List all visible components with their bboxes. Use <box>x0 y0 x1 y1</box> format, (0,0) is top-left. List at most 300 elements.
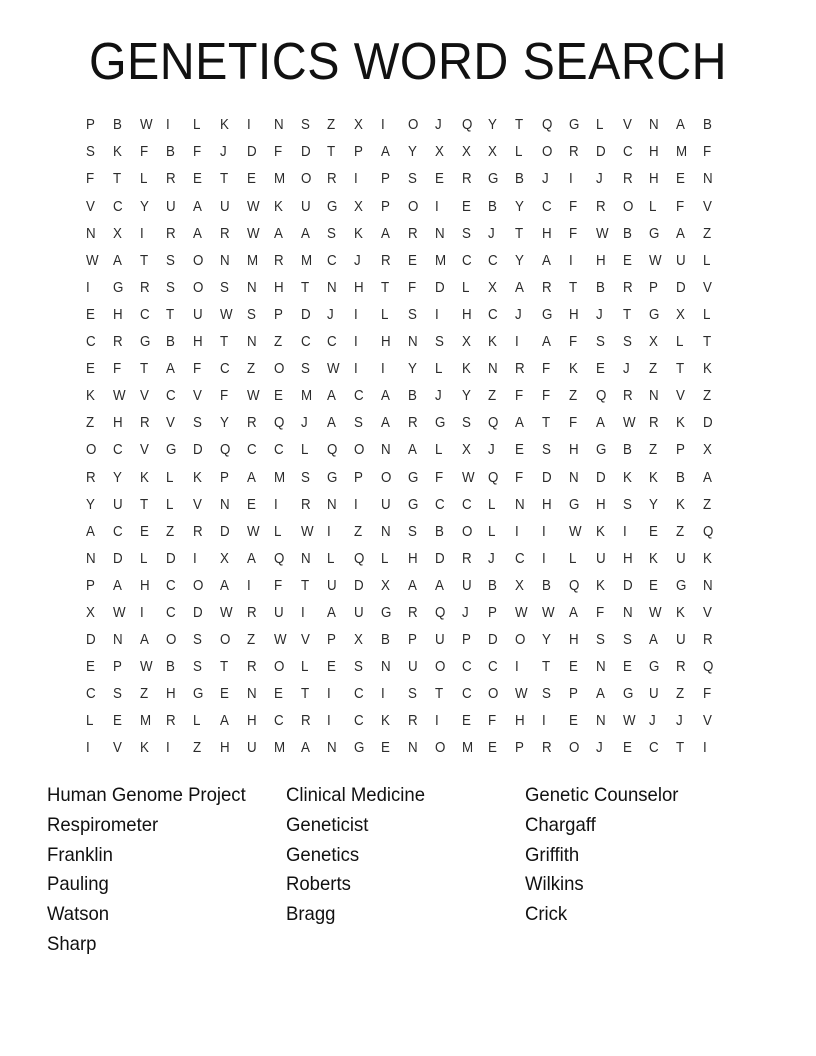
grid-cell[interactable]: V <box>703 604 712 621</box>
grid-cell[interactable]: N <box>703 577 713 594</box>
word-list-item[interactable]: Geneticist <box>286 813 369 836</box>
grid-cell[interactable]: M <box>300 388 312 405</box>
grid-cell[interactable]: H <box>407 550 418 567</box>
grid-cell[interactable]: T <box>300 686 309 703</box>
grid-cell[interactable]: Z <box>703 388 712 405</box>
grid-cell[interactable]: S <box>112 686 122 703</box>
grid-cell[interactable]: K <box>354 225 364 242</box>
grid-cell[interactable]: J <box>488 442 496 459</box>
grid-cell[interactable]: S <box>622 334 632 351</box>
grid-cell[interactable]: I <box>622 523 627 540</box>
grid-cell[interactable]: T <box>676 361 685 378</box>
grid-cell[interactable]: V <box>139 388 149 405</box>
grid-cell[interactable]: H <box>622 550 633 567</box>
grid-cell[interactable]: U <box>327 577 338 594</box>
grid-cell[interactable]: D <box>220 523 230 540</box>
grid-cell[interactable]: T <box>139 361 148 378</box>
grid-cell[interactable]: Q <box>703 659 714 676</box>
grid-cell[interactable]: S <box>407 523 417 540</box>
grid-cell[interactable]: S <box>327 225 337 242</box>
grid-cell[interactable]: Z <box>649 361 658 378</box>
grid-cell[interactable]: S <box>300 117 310 134</box>
grid-cell[interactable]: F <box>193 361 202 378</box>
grid-cell[interactable]: I <box>542 550 546 567</box>
grid-cell[interactable]: M <box>300 252 312 269</box>
grid-cell[interactable]: U <box>676 252 686 269</box>
grid-cell[interactable]: I <box>139 604 144 621</box>
grid-cell[interactable]: S <box>542 442 551 459</box>
grid-cell[interactable]: H <box>595 252 606 269</box>
grid-cell[interactable]: I <box>568 252 573 269</box>
grid-cell[interactable]: J <box>595 740 603 757</box>
grid-cell[interactable]: O <box>622 198 633 215</box>
grid-cell[interactable]: K <box>273 198 283 215</box>
grid-cell[interactable]: D <box>86 632 96 649</box>
grid-cell[interactable]: I <box>193 550 198 567</box>
grid-cell[interactable]: N <box>327 279 338 296</box>
grid-cell[interactable]: W <box>246 198 260 215</box>
grid-cell[interactable]: K <box>220 117 230 134</box>
grid-cell[interactable]: E <box>622 252 632 269</box>
grid-cell[interactable]: G <box>622 686 633 703</box>
grid-cell[interactable]: J <box>461 604 469 621</box>
grid-cell[interactable]: W <box>273 632 287 649</box>
grid-cell[interactable]: V <box>703 279 712 296</box>
grid-cell[interactable]: V <box>139 442 149 459</box>
grid-cell[interactable]: R <box>220 225 230 242</box>
grid-cell[interactable]: S <box>595 334 605 351</box>
grid-cell[interactable]: C <box>86 686 96 703</box>
grid-cell[interactable]: F <box>568 198 578 215</box>
word-list-item[interactable]: Sharp <box>47 932 97 955</box>
word-list-item[interactable]: Franklin <box>47 843 113 866</box>
grid-cell[interactable]: N <box>86 550 96 567</box>
grid-cell[interactable]: E <box>622 740 632 757</box>
grid-cell[interactable]: R <box>622 279 633 296</box>
grid-cell[interactable]: F <box>273 577 282 594</box>
grid-cell[interactable]: C <box>354 388 364 405</box>
grid-cell[interactable]: I <box>166 117 171 134</box>
grid-cell[interactable]: S <box>461 225 471 242</box>
grid-cell[interactable]: S <box>193 632 203 649</box>
grid-cell[interactable]: N <box>246 334 257 351</box>
grid-cell[interactable]: N <box>327 740 338 757</box>
grid-cell[interactable]: R <box>676 659 686 676</box>
grid-cell[interactable]: N <box>568 469 579 486</box>
grid-cell[interactable]: L <box>193 713 201 730</box>
grid-cell[interactable]: H <box>568 306 579 323</box>
grid-cell[interactable]: R <box>407 604 418 621</box>
grid-cell[interactable]: W <box>542 604 555 621</box>
grid-cell[interactable]: A <box>649 632 659 649</box>
grid-cell[interactable]: Q <box>703 523 714 540</box>
grid-cell[interactable]: M <box>273 740 285 757</box>
grid-cell[interactable]: E <box>246 496 256 513</box>
grid-cell[interactable]: N <box>273 117 284 134</box>
grid-cell[interactable]: E <box>434 171 444 188</box>
grid-cell[interactable]: D <box>434 550 445 567</box>
grid-cell[interactable]: J <box>515 306 522 323</box>
grid-cell[interactable]: H <box>542 225 552 242</box>
grid-cell[interactable]: N <box>220 496 230 513</box>
grid-cell[interactable]: Z <box>649 442 658 459</box>
grid-cell[interactable]: B <box>622 442 632 459</box>
grid-cell[interactable]: H <box>273 279 284 296</box>
grid-cell[interactable]: U <box>166 198 177 215</box>
grid-cell[interactable]: L <box>327 550 335 567</box>
grid-cell[interactable]: N <box>327 496 338 513</box>
grid-cell[interactable]: C <box>166 388 177 405</box>
grid-cell[interactable]: F <box>703 686 712 703</box>
grid-cell[interactable]: O <box>461 523 472 540</box>
grid-cell[interactable]: K <box>381 713 391 730</box>
grid-cell[interactable]: I <box>434 306 439 323</box>
grid-cell[interactable]: U <box>354 604 364 621</box>
grid-cell[interactable]: F <box>434 469 443 486</box>
grid-cell[interactable]: D <box>354 577 364 594</box>
grid-cell[interactable]: E <box>676 171 686 188</box>
grid-cell[interactable]: E <box>407 252 417 269</box>
grid-cell[interactable]: B <box>166 659 176 676</box>
grid-cell[interactable]: T <box>220 171 229 188</box>
grid-cell[interactable]: X <box>354 632 364 649</box>
grid-cell[interactable]: J <box>542 171 549 188</box>
grid-cell[interactable]: B <box>542 577 551 594</box>
grid-cell[interactable]: U <box>407 659 418 676</box>
grid-cell[interactable]: G <box>139 334 151 351</box>
grid-cell[interactable]: A <box>542 252 551 269</box>
grid-cell[interactable]: B <box>112 117 122 134</box>
grid-cell[interactable]: U <box>300 198 311 215</box>
grid-cell[interactable]: S <box>220 279 230 296</box>
grid-cell[interactable]: R <box>381 252 391 269</box>
grid-cell[interactable]: S <box>86 144 95 161</box>
grid-cell[interactable]: R <box>86 469 96 486</box>
grid-cell[interactable]: H <box>220 740 230 757</box>
grid-cell[interactable]: B <box>515 171 525 188</box>
grid-cell[interactable]: N <box>381 659 391 676</box>
grid-cell[interactable]: G <box>434 415 446 432</box>
grid-cell[interactable]: O <box>381 469 392 486</box>
grid-cell[interactable]: R <box>461 171 472 188</box>
grid-cell[interactable]: U <box>649 686 660 703</box>
grid-cell[interactable]: K <box>703 361 712 378</box>
grid-cell[interactable]: S <box>300 361 310 378</box>
grid-cell[interactable]: X <box>381 577 391 594</box>
grid-cell[interactable]: P <box>515 740 525 757</box>
grid-cell[interactable]: H <box>246 713 257 730</box>
grid-cell[interactable]: I <box>86 279 90 296</box>
grid-cell[interactable]: J <box>220 144 227 161</box>
grid-cell[interactable]: L <box>703 252 711 269</box>
grid-cell[interactable]: V <box>703 713 712 730</box>
grid-cell[interactable]: W <box>327 361 341 378</box>
grid-cell[interactable]: X <box>86 604 95 621</box>
grid-cell[interactable]: T <box>622 306 631 323</box>
grid-cell[interactable]: L <box>703 306 711 323</box>
grid-cell[interactable]: X <box>461 442 471 459</box>
grid-cell[interactable]: X <box>354 117 364 134</box>
grid-cell[interactable]: G <box>166 442 177 459</box>
grid-cell[interactable]: I <box>166 740 171 757</box>
grid-cell[interactable]: R <box>273 252 284 269</box>
grid-cell[interactable]: R <box>139 279 150 296</box>
grid-cell[interactable]: C <box>515 550 525 567</box>
grid-cell[interactable]: G <box>407 496 419 513</box>
grid-cell[interactable]: F <box>542 388 551 405</box>
grid-cell[interactable]: Z <box>327 117 336 134</box>
grid-cell[interactable]: A <box>595 686 605 703</box>
grid-cell[interactable]: S <box>407 686 417 703</box>
grid-cell[interactable]: Y <box>407 144 417 161</box>
grid-cell[interactable]: T <box>300 279 309 296</box>
grid-cell[interactable]: R <box>461 550 472 567</box>
grid-cell[interactable]: G <box>381 604 392 621</box>
grid-cell[interactable]: P <box>220 469 230 486</box>
grid-cell[interactable]: W <box>139 117 153 134</box>
grid-cell[interactable]: G <box>112 279 124 296</box>
grid-cell[interactable]: O <box>273 361 285 378</box>
grid-cell[interactable]: M <box>461 740 473 757</box>
grid-cell[interactable]: I <box>327 713 332 730</box>
grid-cell[interactable]: Q <box>220 442 231 459</box>
grid-cell[interactable]: A <box>86 523 95 540</box>
grid-cell[interactable]: I <box>542 523 546 540</box>
grid-cell[interactable]: A <box>515 415 525 432</box>
grid-cell[interactable]: D <box>193 604 203 621</box>
grid-cell[interactable]: C <box>354 686 364 703</box>
grid-cell[interactable]: O <box>407 198 419 215</box>
grid-cell[interactable]: C <box>166 577 177 594</box>
grid-cell[interactable]: S <box>354 415 364 432</box>
grid-cell[interactable]: K <box>461 361 471 378</box>
grid-cell[interactable]: U <box>112 496 123 513</box>
grid-cell[interactable]: D <box>193 442 203 459</box>
grid-cell[interactable]: O <box>193 252 204 269</box>
grid-cell[interactable]: F <box>139 144 148 161</box>
grid-cell[interactable]: J <box>300 415 308 432</box>
grid-cell[interactable]: C <box>327 334 338 351</box>
grid-cell[interactable]: D <box>246 144 257 161</box>
grid-cell[interactable]: P <box>461 632 471 649</box>
grid-cell[interactable]: K <box>622 469 632 486</box>
grid-cell[interactable]: P <box>354 144 364 161</box>
grid-cell[interactable]: E <box>139 523 149 540</box>
grid-cell[interactable]: A <box>327 604 337 621</box>
grid-cell[interactable]: U <box>461 577 472 594</box>
grid-cell[interactable]: K <box>139 740 149 757</box>
grid-cell[interactable]: G <box>649 659 660 676</box>
grid-cell[interactable]: E <box>595 361 605 378</box>
grid-cell[interactable]: L <box>649 198 657 215</box>
word-list-item[interactable]: Wilkins <box>525 873 584 896</box>
grid-cell[interactable]: P <box>273 306 283 323</box>
grid-cell[interactable]: I <box>139 225 144 242</box>
grid-cell[interactable]: O <box>407 117 419 134</box>
grid-cell[interactable]: D <box>300 306 311 323</box>
grid-cell[interactable]: C <box>112 198 123 215</box>
grid-cell[interactable]: N <box>381 523 391 540</box>
grid-cell[interactable]: Q <box>273 415 285 432</box>
grid-cell[interactable]: T <box>139 496 148 513</box>
grid-cell[interactable]: R <box>568 144 579 161</box>
grid-cell[interactable]: X <box>461 334 471 351</box>
grid-cell[interactable]: H <box>461 306 472 323</box>
grid-cell[interactable]: V <box>703 198 712 215</box>
grid-cell[interactable]: P <box>381 171 391 188</box>
grid-cell[interactable]: C <box>542 198 552 215</box>
grid-cell[interactable]: O <box>86 442 97 459</box>
grid-cell[interactable]: K <box>488 334 498 351</box>
grid-cell[interactable]: G <box>649 225 660 242</box>
grid-cell[interactable]: E <box>649 523 659 540</box>
grid-cell[interactable]: D <box>595 469 606 486</box>
grid-cell[interactable]: E <box>568 713 578 730</box>
grid-cell[interactable]: Z <box>139 686 148 703</box>
grid-cell[interactable]: A <box>381 225 391 242</box>
grid-cell[interactable]: R <box>112 334 123 351</box>
grid-cell[interactable]: W <box>246 225 260 242</box>
grid-cell[interactable]: F <box>273 144 282 161</box>
grid-cell[interactable]: N <box>112 632 123 649</box>
grid-cell[interactable]: A <box>515 279 525 296</box>
grid-cell[interactable]: F <box>568 225 578 242</box>
grid-cell[interactable]: D <box>166 550 177 567</box>
grid-cell[interactable]: I <box>354 306 358 323</box>
grid-cell[interactable]: Z <box>166 523 175 540</box>
grid-cell[interactable]: N <box>381 442 391 459</box>
grid-cell[interactable]: X <box>434 144 444 161</box>
grid-cell[interactable]: R <box>407 713 418 730</box>
grid-cell[interactable]: R <box>246 659 257 676</box>
grid-cell[interactable]: Z <box>703 496 712 513</box>
grid-cell[interactable]: K <box>86 388 95 405</box>
grid-cell[interactable]: I <box>381 117 385 134</box>
grid-cell[interactable]: C <box>488 659 499 676</box>
grid-cell[interactable]: Y <box>139 198 149 215</box>
grid-cell[interactable]: W <box>300 523 314 540</box>
grid-cell[interactable]: L <box>488 496 496 513</box>
grid-cell[interactable]: O <box>273 659 285 676</box>
grid-cell[interactable]: Q <box>488 469 499 486</box>
grid-cell[interactable]: F <box>568 415 578 432</box>
grid-cell[interactable]: I <box>515 334 519 351</box>
grid-cell[interactable]: A <box>568 604 578 621</box>
grid-cell[interactable]: B <box>595 279 605 296</box>
grid-cell[interactable]: H <box>381 334 391 351</box>
grid-cell[interactable]: H <box>568 442 579 459</box>
grid-cell[interactable]: S <box>622 496 632 513</box>
grid-cell[interactable]: W <box>649 604 662 621</box>
grid-cell[interactable]: T <box>542 415 551 432</box>
grid-cell[interactable]: P <box>488 604 498 621</box>
grid-cell[interactable]: I <box>568 171 573 188</box>
grid-cell[interactable]: C <box>220 361 230 378</box>
grid-cell[interactable]: D <box>488 632 499 649</box>
grid-cell[interactable]: W <box>568 523 582 540</box>
grid-cell[interactable]: W <box>515 604 528 621</box>
grid-cell[interactable]: I <box>246 117 251 134</box>
grid-cell[interactable]: A <box>434 577 444 594</box>
grid-cell[interactable]: H <box>139 577 150 594</box>
grid-cell[interactable]: E <box>649 577 659 594</box>
grid-cell[interactable]: I <box>300 604 305 621</box>
grid-cell[interactable]: A <box>595 415 605 432</box>
grid-cell[interactable]: O <box>568 740 580 757</box>
grid-cell[interactable]: C <box>166 604 177 621</box>
grid-cell[interactable]: A <box>327 415 337 432</box>
grid-cell[interactable]: U <box>246 740 257 757</box>
grid-cell[interactable]: W <box>112 604 126 621</box>
grid-cell[interactable]: G <box>327 198 338 215</box>
grid-cell[interactable]: A <box>327 388 337 405</box>
grid-cell[interactable]: Y <box>488 117 498 134</box>
grid-cell[interactable]: S <box>246 306 256 323</box>
grid-cell[interactable]: L <box>488 523 496 540</box>
grid-cell[interactable]: K <box>193 469 203 486</box>
grid-cell[interactable]: O <box>488 686 499 703</box>
word-list-item[interactable]: Crick <box>525 903 568 926</box>
grid-cell[interactable]: U <box>595 550 606 567</box>
grid-cell[interactable]: J <box>595 171 603 188</box>
grid-cell[interactable]: R <box>622 171 633 188</box>
grid-cell[interactable]: L <box>273 523 282 540</box>
grid-cell[interactable]: D <box>622 577 633 594</box>
grid-cell[interactable]: A <box>676 117 686 134</box>
grid-cell[interactable]: A <box>542 334 551 351</box>
grid-cell[interactable]: J <box>595 306 603 323</box>
grid-cell[interactable]: U <box>220 198 230 215</box>
grid-cell[interactable]: E <box>246 171 256 188</box>
grid-cell[interactable]: G <box>327 469 338 486</box>
grid-cell[interactable]: C <box>300 334 311 351</box>
grid-cell[interactable]: T <box>434 686 443 703</box>
grid-cell[interactable]: S <box>622 632 632 649</box>
grid-cell[interactable]: R <box>542 740 552 757</box>
grid-cell[interactable]: F <box>595 604 604 621</box>
grid-cell[interactable]: E <box>515 442 525 459</box>
grid-cell[interactable]: W <box>220 604 233 621</box>
grid-cell[interactable]: K <box>676 604 686 621</box>
grid-cell[interactable]: F <box>515 469 524 486</box>
grid-cell[interactable]: T <box>381 279 390 296</box>
grid-cell[interactable]: T <box>515 225 524 242</box>
grid-cell[interactable]: A <box>139 632 149 649</box>
grid-cell[interactable]: C <box>488 252 499 269</box>
grid-cell[interactable]: L <box>193 117 201 134</box>
grid-cell[interactable]: O <box>220 632 231 649</box>
grid-cell[interactable]: L <box>676 334 684 351</box>
grid-cell[interactable]: Z <box>246 632 256 649</box>
grid-cell[interactable]: W <box>515 686 528 703</box>
grid-cell[interactable]: L <box>166 469 174 486</box>
grid-cell[interactable]: W <box>246 388 260 405</box>
grid-cell[interactable]: L <box>515 144 523 161</box>
grid-cell[interactable]: J <box>434 117 442 134</box>
grid-cell[interactable]: B <box>622 225 632 242</box>
grid-cell[interactable]: Z <box>676 523 685 540</box>
grid-cell[interactable]: R <box>193 523 203 540</box>
grid-cell[interactable]: D <box>542 469 552 486</box>
grid-cell[interactable]: E <box>273 686 283 703</box>
grid-cell[interactable]: L <box>434 361 443 378</box>
grid-cell[interactable]: Z <box>273 334 282 351</box>
grid-cell[interactable]: B <box>703 117 712 134</box>
grid-cell[interactable]: E <box>622 659 632 676</box>
grid-cell[interactable]: T <box>112 171 121 188</box>
grid-cell[interactable]: K <box>595 523 605 540</box>
grid-cell[interactable]: C <box>354 713 364 730</box>
